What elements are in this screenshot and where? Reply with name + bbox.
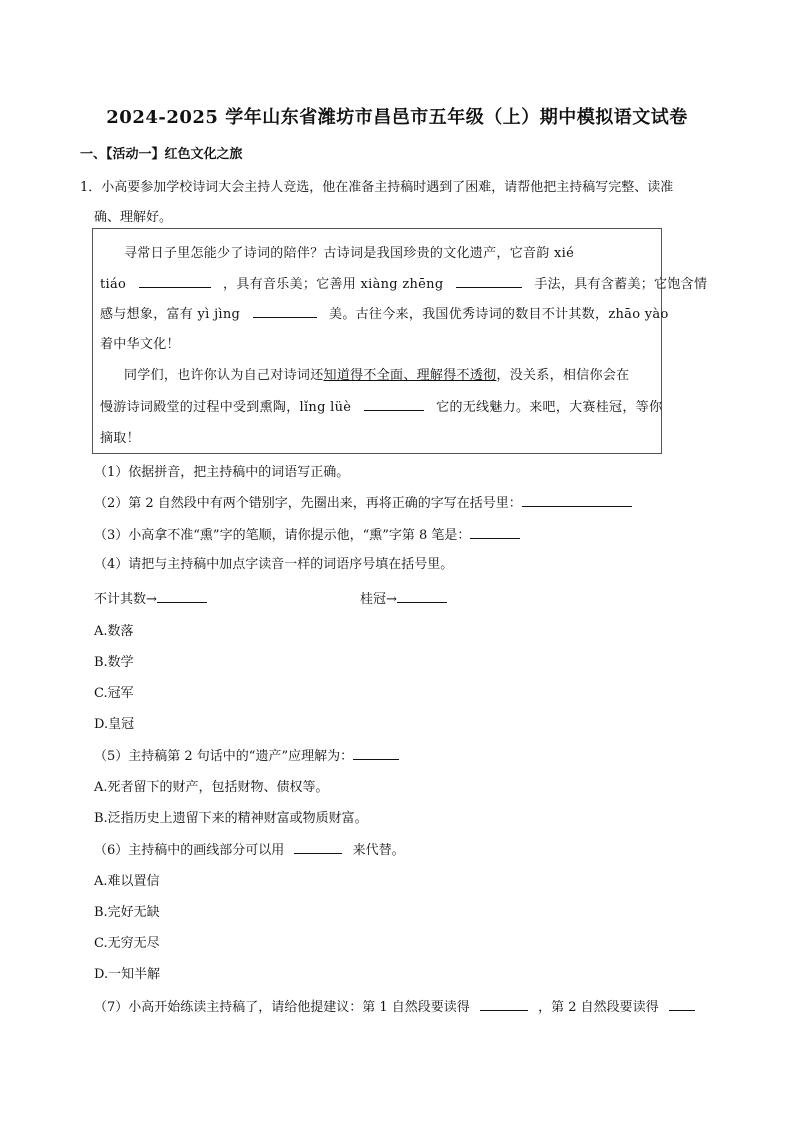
passage-text: ，具有音乐美；它善用 xiàng zhēng — [223, 277, 444, 292]
match-label: 桂冠→ — [360, 592, 397, 607]
option-item[interactable]: C.冠军 — [94, 686, 134, 701]
answer-blank[interactable] — [456, 286, 522, 288]
underlined-phrase: 知道得不全面、理解得不透彻 — [323, 368, 497, 383]
answer-blank[interactable] — [353, 758, 399, 760]
sub-question-text: （7）小高开始练读主持稿了，请给他提建议：第 1 自然段要读得 — [94, 1000, 470, 1015]
option-item[interactable]: B.数学 — [94, 655, 134, 670]
answer-blank[interactable] — [669, 1009, 695, 1011]
option-item[interactable]: B.泛指历史上遗留下来的精神财富或物质财富。 — [94, 811, 368, 826]
answer-blank[interactable] — [157, 601, 207, 603]
passage-line: 着中华文化！ — [100, 337, 180, 352]
passage-text: ，没关系，相信你会在 — [496, 368, 630, 383]
passage-line — [100, 273, 707, 292]
match-right — [360, 588, 447, 607]
passage-text: 美。古往今来，我国优秀诗词的数目不计其数，zhāo yào — [329, 307, 669, 322]
passage-text: 同学们，也许你认为自己对诗词还 — [124, 368, 324, 383]
passage-line — [124, 364, 629, 383]
answer-blank[interactable] — [397, 601, 447, 603]
match-left — [94, 588, 207, 607]
sub-question-text: ，第 2 自然段要读得 — [538, 1000, 659, 1015]
passage-line: 摘取！ — [100, 431, 140, 446]
sub-question-3 — [94, 524, 520, 543]
option-item[interactable]: C.无穷无尽 — [94, 936, 160, 951]
passage-text: 慢游诗词殿堂的过程中受到熏陶，lǐng lüè — [100, 400, 352, 415]
match-label: 不计其数→ — [94, 592, 157, 607]
answer-blank[interactable] — [480, 1009, 528, 1011]
sub-question-6 — [94, 839, 405, 858]
sub-question-5 — [94, 745, 399, 764]
passage-text: 手法，具有含蓄美；它饱含情 — [534, 277, 708, 292]
sub-question-text: （6）主持稿中的画线部分可以用 — [94, 843, 285, 858]
option-item[interactable]: B.完好无缺 — [94, 905, 160, 920]
page-title: 2024-2025 学年山东省潍坊市昌邑市五年级（上）期中模拟语文试卷 — [106, 107, 688, 128]
answer-blank[interactable] — [294, 852, 342, 854]
question-1-stem-cont: 确、理解好。 — [94, 210, 173, 225]
section-heading: 一、【活动一】红色文化之旅 — [80, 147, 243, 162]
sub-question-4: （4）请把与主持稿中加点字读音一样的词语序号填在括号里。 — [94, 557, 454, 572]
option-item[interactable]: A.难以置信 — [94, 874, 160, 889]
question-1-stem: 1．小高要参加学校诗词大会主持人竞选，他在准备主持稿时遇到了困难，请帮他把主持稿写完整、读准 — [80, 180, 674, 195]
answer-blank[interactable] — [522, 505, 632, 507]
answer-blank[interactable] — [470, 537, 520, 539]
option-item[interactable]: D.皇冠 — [94, 717, 135, 732]
passage-line — [100, 303, 669, 322]
option-item[interactable]: A.死者留下的财产，包括财物、债权等。 — [94, 780, 329, 795]
answer-blank[interactable] — [139, 286, 211, 288]
sub-question-1: （1）依据拼音，把主持稿中的词语写正确。 — [94, 465, 350, 480]
sub-question-text: 来代替。 — [352, 843, 405, 858]
sub-question-text: （5）主持稿第 2 句话中的“遗产”应理解为： — [94, 749, 354, 764]
pinyin-text: tiáo — [100, 277, 127, 292]
sub-question-text: （3）小高拿不准“熏”字的笔顺，请你提示他，“熏”字第 8 笔是： — [94, 528, 471, 543]
sub-question-2 — [94, 492, 632, 511]
answer-blank[interactable] — [364, 409, 424, 411]
option-item[interactable]: A.数落 — [94, 624, 134, 639]
option-item[interactable]: D.一知半解 — [94, 967, 161, 982]
passage-text: 它的无线魅力。来吧，大赛桂冠，等你 — [436, 400, 663, 415]
passage-line — [100, 396, 662, 415]
sub-question-7 — [94, 996, 695, 1015]
passage-text: 感与想象，富有 yì jìng — [100, 307, 241, 322]
sub-question-text: （2）第 2 自然段中有两个错别字，先圈出来，再将正确的字写在括号里： — [94, 496, 522, 511]
answer-blank[interactable] — [253, 316, 317, 318]
passage-line: 寻常日子里怎能少了诗词的陪伴？古诗词是我国珍贵的文化遗产，它音韵 xié — [124, 246, 575, 261]
